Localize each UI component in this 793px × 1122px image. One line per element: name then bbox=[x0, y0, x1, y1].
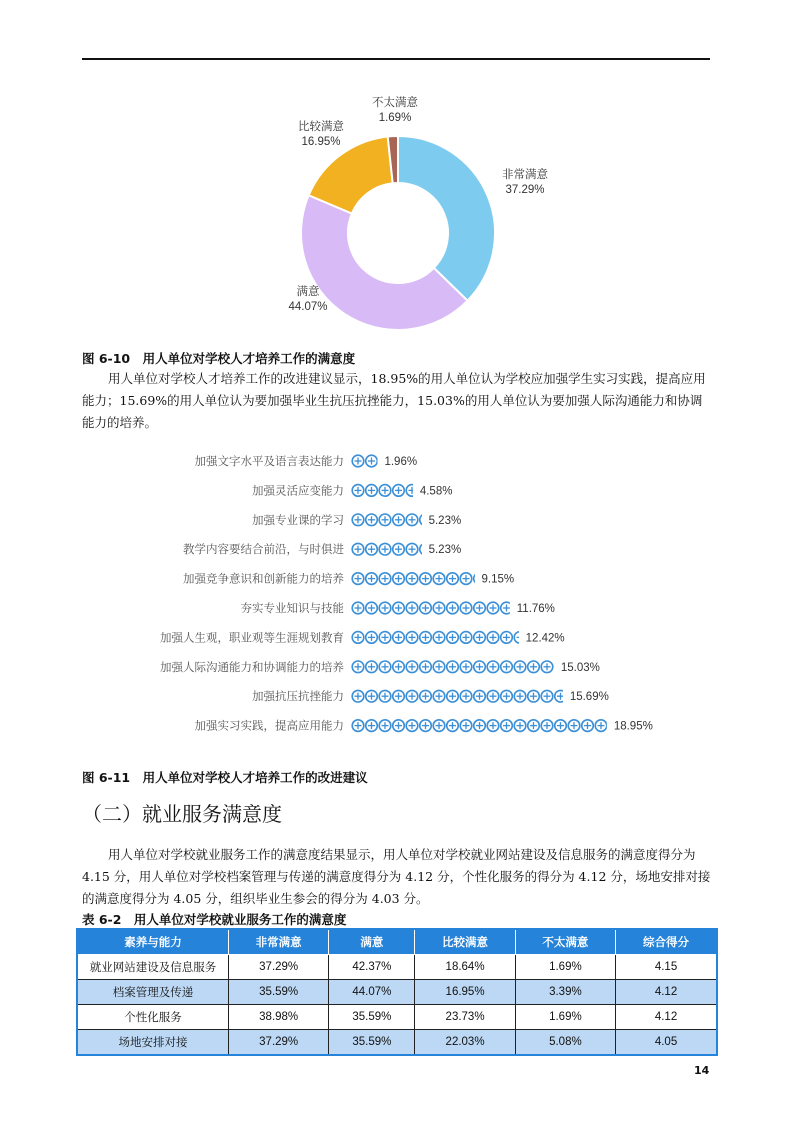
table-cell: 4.05 bbox=[616, 1030, 717, 1056]
table-cell: 个性化服务 bbox=[77, 1005, 229, 1030]
donut-label-satisfied bbox=[276, 285, 340, 315]
bar-icon bbox=[460, 661, 472, 673]
bar-icon bbox=[393, 602, 405, 614]
bar-icon bbox=[541, 690, 553, 702]
bar-icon bbox=[433, 690, 445, 702]
bar-category-label: 教学内容要结合前沿，与时俱进 bbox=[183, 544, 344, 557]
bar-icon bbox=[393, 720, 405, 732]
donut-category: 比较满意 bbox=[298, 121, 344, 133]
table-cell: 4.12 bbox=[616, 980, 717, 1005]
bar-icon bbox=[406, 661, 418, 673]
bar-icon bbox=[447, 573, 459, 585]
table-cell: 18.64% bbox=[415, 955, 515, 980]
bar-value-label: 5.23% bbox=[428, 544, 462, 557]
header-cell: 比较满意 bbox=[415, 929, 515, 955]
bar-icon bbox=[352, 661, 364, 673]
table-cell: 档案管理及传递 bbox=[77, 980, 229, 1005]
bar-icon bbox=[528, 661, 540, 673]
bar-icon bbox=[433, 573, 445, 585]
bar-category-label: 加强人际沟通能力和协调能力的培养 bbox=[160, 661, 344, 674]
table-header-row bbox=[77, 929, 717, 955]
table-cell: 5.08% bbox=[515, 1030, 615, 1056]
bar-icon bbox=[379, 514, 391, 526]
bar-icon bbox=[433, 602, 445, 614]
bar-icon bbox=[393, 543, 405, 555]
bar-category-label: 加强文字水平及语言表达能力 bbox=[194, 456, 344, 468]
bar-icon bbox=[528, 720, 540, 732]
bar-icon bbox=[393, 690, 405, 702]
bar-icon bbox=[366, 661, 378, 673]
table-cell: 42.37% bbox=[329, 955, 415, 980]
bar-icon bbox=[460, 602, 472, 614]
bar-mark bbox=[352, 543, 431, 555]
bar-icon bbox=[501, 690, 513, 702]
bar-icon bbox=[433, 632, 445, 644]
improvement-bar-chart bbox=[0, 440, 793, 750]
bar-icon bbox=[487, 602, 499, 614]
bar-icon bbox=[393, 514, 405, 526]
donut-value: 37.29% bbox=[505, 184, 545, 196]
bar-icon bbox=[501, 661, 513, 673]
bar-icon bbox=[379, 632, 391, 644]
paragraph-employment-service: 用人单位对学校就业服务工作的满意度结果显示，用人单位对学校就业网站建设及信息服务的满意度得分为 4.15 分，用人单位对学校档案管理与传递的满意度得分为 4.12 分，个性化服务的得分为 4.12 分，场地安排对接的满意度得分为 4.05 分，组织毕业生参会的得分为 4.03 分。 bbox=[82, 847, 711, 906]
bar-icon bbox=[366, 455, 378, 467]
donut-slice bbox=[398, 136, 495, 301]
bar-icon bbox=[487, 690, 499, 702]
donut-label-fairly-satisfied bbox=[288, 120, 354, 150]
bar-mark bbox=[352, 632, 526, 644]
bar-icon bbox=[582, 720, 594, 732]
bar-icon bbox=[366, 514, 378, 526]
bar-svg bbox=[0, 440, 793, 750]
bar-icon bbox=[447, 602, 459, 614]
bar-category-label: 加强实习实践，提高应用能力 bbox=[194, 720, 344, 733]
bar-icon bbox=[420, 632, 432, 644]
bar-icon bbox=[501, 720, 513, 732]
bar-icon bbox=[514, 720, 526, 732]
table-row bbox=[77, 955, 717, 980]
bar-icon bbox=[366, 485, 378, 497]
donut-svg bbox=[0, 0, 793, 345]
bar-icon bbox=[474, 602, 486, 614]
bar-icon bbox=[352, 455, 364, 467]
bar-icon bbox=[474, 690, 486, 702]
bar-icon bbox=[447, 632, 459, 644]
donut-value: 16.95% bbox=[301, 136, 341, 148]
table-cell: 37.29% bbox=[229, 1030, 329, 1056]
bar-icon bbox=[406, 720, 418, 732]
table-cell: 4.12 bbox=[616, 1005, 717, 1030]
bar-icon bbox=[352, 720, 364, 732]
bar-icon bbox=[541, 720, 553, 732]
bar-icon bbox=[420, 602, 432, 614]
bar-mark bbox=[352, 455, 377, 467]
bar-icon bbox=[366, 602, 378, 614]
table-cell: 3.39% bbox=[515, 980, 615, 1005]
bar-value-label: 11.76% bbox=[516, 603, 555, 615]
bar-icon bbox=[406, 514, 418, 526]
bar-icon bbox=[379, 602, 391, 614]
table-cell: 35.59% bbox=[329, 1005, 415, 1030]
bar-icon bbox=[352, 514, 364, 526]
bar-icon bbox=[474, 661, 486, 673]
paragraph-improvement: 用人单位对学校人才培养工作的改进建议显示，18.95%的用人单位认为学校应加强学生实习实践，提高应用能力；15.69%的用人单位认为要加强毕业生抗压抗挫能力，15.03%的用人单位认为要加强人际沟通能力和协调能力的培养。 bbox=[82, 371, 706, 430]
bar-icon bbox=[352, 690, 364, 702]
bar-icon bbox=[460, 690, 472, 702]
bar-icon bbox=[406, 632, 418, 644]
table-cell: 37.29% bbox=[229, 955, 329, 980]
bar-category-label: 加强灵活应变能力 bbox=[252, 485, 344, 498]
donut-value: 1.69% bbox=[378, 112, 412, 124]
bar-mark bbox=[352, 661, 553, 673]
bar-value-label: 15.03% bbox=[560, 661, 600, 674]
table-cell: 16.95% bbox=[415, 980, 515, 1005]
figure-caption-6-10: 图 6-10 用人单位对学校人才培养工作的满意度 bbox=[82, 351, 356, 366]
bar-icon bbox=[555, 720, 567, 732]
bar-icon bbox=[366, 573, 378, 585]
table-cell: 22.03% bbox=[415, 1030, 515, 1056]
bar-icon bbox=[393, 661, 405, 673]
bar-value-label: 12.42% bbox=[525, 632, 565, 645]
bar-icon bbox=[379, 485, 391, 497]
bar-icon bbox=[447, 720, 459, 732]
bar-icon bbox=[514, 690, 526, 702]
bar-icon bbox=[487, 720, 499, 732]
bar-mark bbox=[352, 720, 607, 732]
bar-icon bbox=[460, 573, 472, 585]
bar-icon bbox=[420, 720, 432, 732]
bar-icon bbox=[406, 543, 418, 555]
bar-icon bbox=[514, 661, 526, 673]
table-cell: 1.69% bbox=[515, 1005, 615, 1030]
bar-icon bbox=[528, 690, 540, 702]
donut-value: 44.07% bbox=[288, 301, 328, 313]
bar-icon bbox=[487, 632, 499, 644]
bar-icon bbox=[379, 573, 391, 585]
bar-category-label: 加强竞争意识和创新能力的培养 bbox=[183, 573, 344, 586]
bar-mark bbox=[352, 514, 431, 526]
bar-icon bbox=[474, 632, 486, 644]
table-cell: 35.59% bbox=[229, 980, 329, 1005]
bar-icon bbox=[406, 573, 418, 585]
header-cell: 不太满意 bbox=[515, 929, 615, 955]
bar-icon bbox=[406, 690, 418, 702]
bar-icon bbox=[352, 543, 364, 555]
bar-icon bbox=[366, 632, 378, 644]
bar-icon bbox=[447, 690, 459, 702]
bar-mark bbox=[352, 602, 512, 614]
bar-icon bbox=[420, 573, 432, 585]
table-cell: 就业网站建设及信息服务 bbox=[77, 955, 229, 980]
satisfaction-donut-chart bbox=[0, 0, 793, 345]
bar-icon bbox=[366, 720, 378, 732]
bar-icon bbox=[487, 661, 499, 673]
header-cell: 满意 bbox=[329, 929, 415, 955]
bar-icon bbox=[379, 690, 391, 702]
table-row bbox=[77, 980, 717, 1005]
bar-icon bbox=[420, 661, 432, 673]
bar-category-label: 加强抗压抗挫能力 bbox=[252, 691, 344, 704]
table-cell: 38.98% bbox=[229, 1005, 329, 1030]
bar-icon bbox=[352, 632, 364, 644]
table-cell: 44.07% bbox=[329, 980, 415, 1005]
table-caption-6-2: 表 6-2 用人单位对学校就业服务工作的满意度 bbox=[82, 912, 347, 927]
section-title: （二）就业服务满意度 bbox=[82, 802, 282, 826]
figure-caption-6-11: 图 6-11 用人单位对学校人才培养工作的改进建议 bbox=[82, 770, 368, 785]
bar-icon bbox=[379, 543, 391, 555]
donut-category: 非常满意 bbox=[502, 169, 548, 181]
donut-label-very-satisfied bbox=[490, 168, 560, 198]
bar-value-label: 1.96% bbox=[384, 456, 418, 468]
bar-icon bbox=[379, 661, 391, 673]
bar-icon bbox=[393, 573, 405, 585]
bar-icon bbox=[595, 720, 607, 732]
bar-icon bbox=[393, 632, 405, 644]
page-number: 14 bbox=[694, 1064, 710, 1077]
bar-icon bbox=[379, 720, 391, 732]
table-cell: 23.73% bbox=[415, 1005, 515, 1030]
bar-icon bbox=[352, 602, 364, 614]
bar-icon bbox=[501, 632, 513, 644]
bar-icon bbox=[433, 720, 445, 732]
bar-icon bbox=[352, 485, 364, 497]
header-cell: 综合得分 bbox=[616, 929, 717, 955]
bar-category-label: 加强专业课的学习 bbox=[252, 514, 344, 527]
table-cell: 场地安排对接 bbox=[77, 1030, 229, 1056]
bar-icon bbox=[460, 632, 472, 644]
bar-icon bbox=[474, 720, 486, 732]
header-cell: 非常满意 bbox=[229, 929, 329, 955]
bar-value-label: 4.58% bbox=[419, 485, 453, 498]
bar-mark bbox=[352, 690, 566, 702]
donut-label-not-satisfied bbox=[362, 96, 428, 126]
table-cell: 35.59% bbox=[329, 1030, 415, 1056]
bar-mark bbox=[352, 485, 418, 497]
bar-value-label: 18.95% bbox=[613, 720, 653, 733]
bar-icon bbox=[460, 720, 472, 732]
satisfaction-table bbox=[76, 928, 718, 1056]
bar-icon bbox=[541, 661, 553, 673]
bar-icon bbox=[555, 690, 567, 702]
bar-icon bbox=[447, 661, 459, 673]
bar-icon bbox=[366, 690, 378, 702]
bar-icon bbox=[501, 602, 513, 614]
bar-icon bbox=[352, 573, 364, 585]
header-cell: 素养与能力 bbox=[77, 929, 229, 955]
bar-mark bbox=[352, 573, 485, 585]
donut-category: 满意 bbox=[296, 286, 320, 298]
bar-icon bbox=[420, 690, 432, 702]
bar-icon bbox=[433, 661, 445, 673]
bar-icon bbox=[366, 543, 378, 555]
bar-category-label: 加强人生观，职业观等生涯规划教育 bbox=[160, 632, 344, 645]
table-row bbox=[77, 1030, 717, 1056]
bar-value-label: 9.15% bbox=[481, 573, 515, 586]
table-cell: 4.15 bbox=[616, 955, 717, 980]
bar-icon bbox=[514, 632, 526, 644]
donut-category: 不太满意 bbox=[372, 97, 418, 109]
table-row bbox=[77, 1005, 717, 1030]
bar-category-label: 夯实专业知识与技能 bbox=[240, 603, 344, 615]
bar-icon bbox=[393, 485, 405, 497]
bar-icon bbox=[568, 720, 580, 732]
bar-value-label: 15.69% bbox=[569, 691, 609, 704]
bar-icon bbox=[406, 602, 418, 614]
bar-value-label: 5.23% bbox=[428, 514, 462, 527]
bar-icon bbox=[406, 485, 418, 497]
table-cell: 1.69% bbox=[515, 955, 615, 980]
